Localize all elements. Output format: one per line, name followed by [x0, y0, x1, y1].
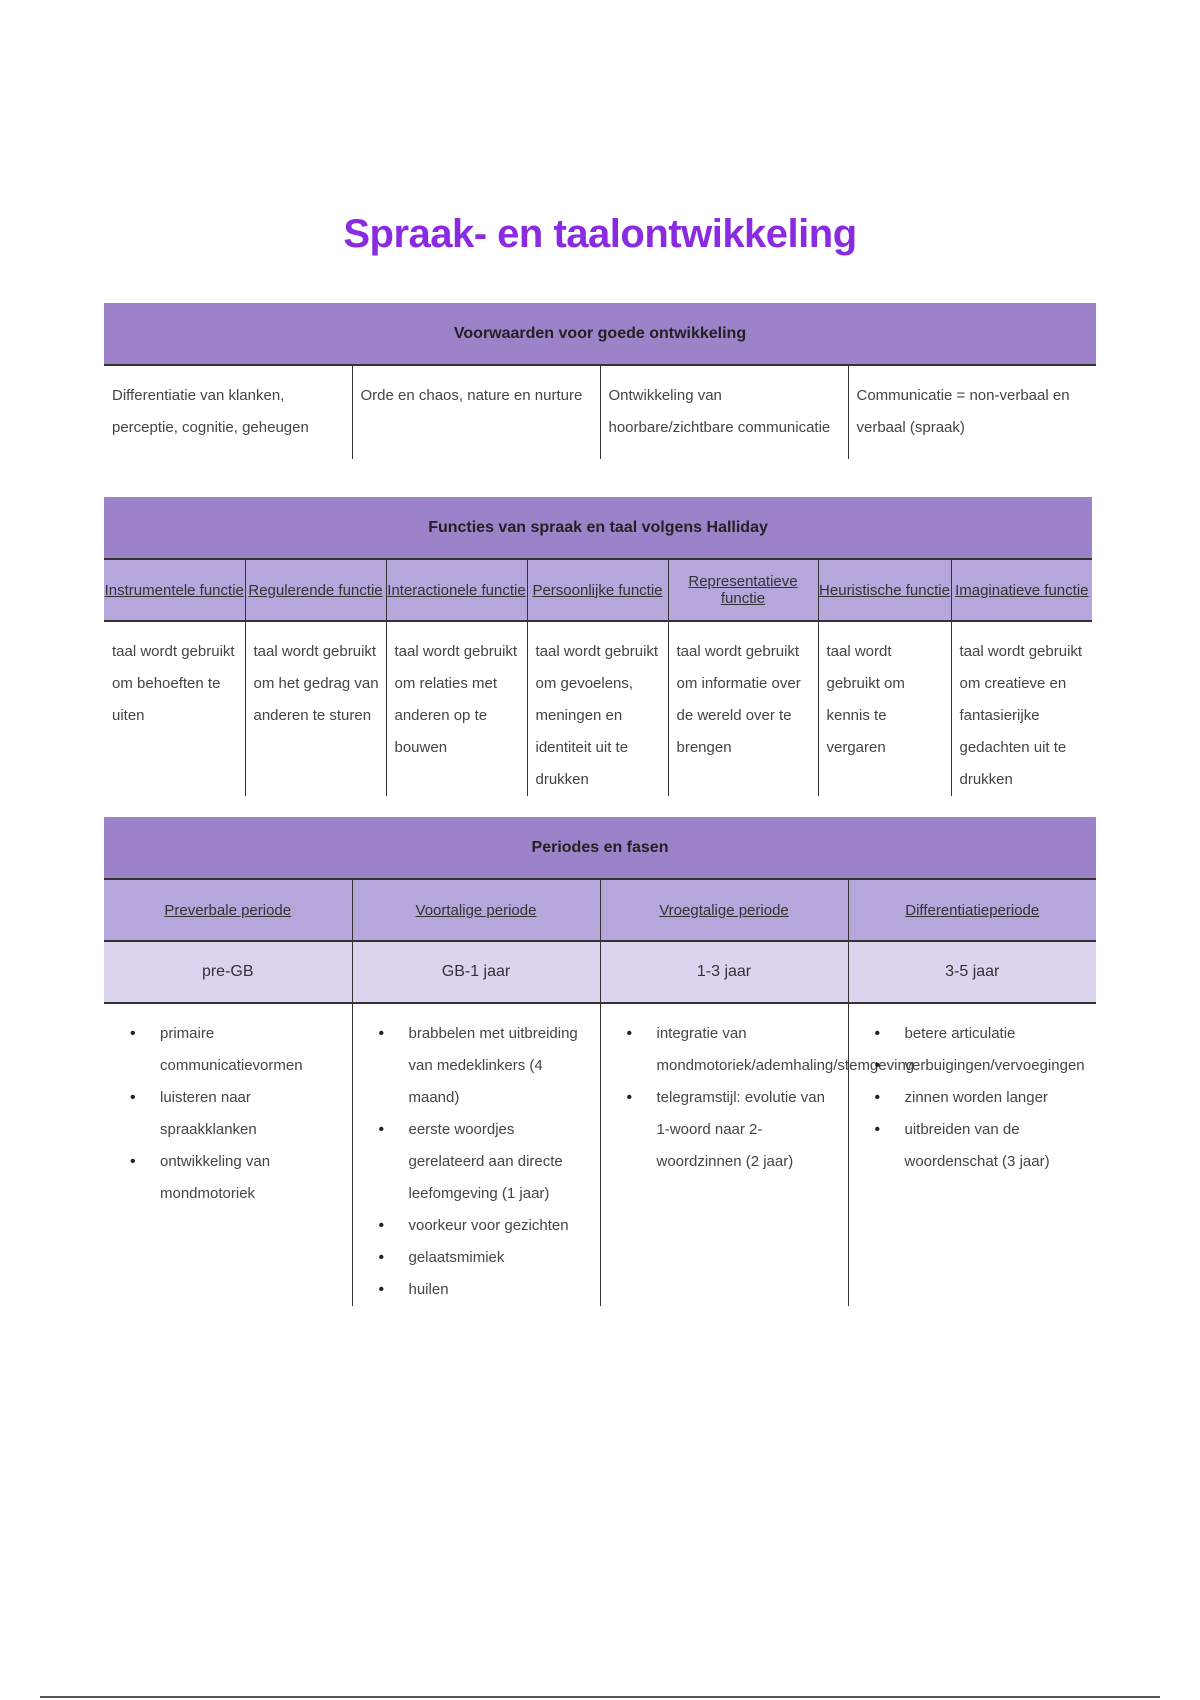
periods-table: [104, 817, 1096, 1306]
list-item: • primaire communicatievormen: [160, 1018, 346, 1082]
period-age: 3-5 jaar: [848, 941, 1096, 1003]
page-divider: [40, 1696, 1160, 1698]
condition-cell: Differentiatie van klanken, perceptie, cognitie, geheugen: [112, 387, 309, 436]
list-item: • luisteren naar spraakklanken: [160, 1082, 346, 1146]
conditions-table: [104, 303, 1096, 459]
period-items: [104, 1003, 352, 1306]
list-item: • zinnen worden langer: [905, 1082, 1091, 1114]
function-label: Instrumentele functie: [104, 559, 245, 621]
list-item: • gelaatsmimiek: [409, 1242, 594, 1274]
list-item: • voorkeur voor gezichten: [409, 1210, 594, 1242]
list-item: • uitbreiden van de woordenschat (3 jaar): [905, 1114, 1091, 1178]
period-items: [600, 1003, 915, 1306]
function-description: taal wordt gebruikt om gevoelens, meningen en identiteit uit te drukken: [527, 621, 668, 796]
period-age: 1-3 jaar: [600, 941, 848, 1003]
condition-cell: Ontwikkeling van hoorbare/zichtbare communicatie: [600, 365, 848, 459]
period-label: Preverbale periode: [104, 879, 352, 941]
period-label: Voortalige periode: [352, 879, 600, 941]
function-description: taal wordt gebruikt om creatieve en fantasierijke gedachten uit te drukken: [951, 621, 1092, 796]
function-description: taal wordt gebruikt om informatie over de wereld over te brengen: [668, 621, 818, 796]
list-item: • brabbelen met uitbreiding van medeklinkers (4 maand): [409, 1018, 594, 1114]
period-items: [848, 1003, 1096, 1306]
period-label: Differentiatieperiode: [848, 879, 1096, 941]
function-label: Interactionele functie: [386, 559, 527, 621]
list-item: • integratie van mondmotoriek/ademhaling/stemgeving: [657, 1018, 842, 1082]
function-description: taal wordt gebruikt om het gedrag van anderen te sturen: [245, 621, 386, 796]
function-label: Heuristische functie: [818, 559, 951, 621]
function-description: taal wordt gebruikt om behoeften te uiten: [112, 643, 235, 724]
list-item: • verbuigingen/vervoegingen: [905, 1050, 1091, 1082]
page-title: Spraak- en taalontwikkeling: [343, 212, 857, 256]
period-label: Vroegtalige periode: [600, 879, 848, 941]
period-items: [352, 1003, 600, 1306]
function-label: Imaginatieve functie: [951, 559, 1092, 621]
function-label: Persoonlijke functie: [527, 559, 668, 621]
list-item: • ontwikkeling van mondmotoriek: [160, 1146, 346, 1210]
periods-header: Periodes en fasen: [104, 817, 1096, 879]
function-label: Representatieve functie: [668, 559, 818, 621]
function-description: taal wordt gebruikt om kennis te vergaren: [818, 621, 951, 796]
function-description: taal wordt gebruikt om relaties met anderen op te bouwen: [386, 621, 527, 796]
functions-header: Functies van spraak en taal volgens Halliday: [104, 497, 1092, 559]
condition-cell: Orde en chaos, nature en nurture: [352, 365, 600, 459]
list-item: • betere articulatie: [905, 1018, 1091, 1050]
period-age: pre-GB: [104, 941, 352, 1003]
list-item: • huilen: [409, 1274, 594, 1306]
list-item: • eerste woordjes gerelateerd aan directe leefomgeving (1 jaar): [409, 1114, 594, 1210]
period-age: GB-1 jaar: [352, 941, 600, 1003]
list-item: • telegramstijl: evolutie van 1-woord naar 2-woordzinnen (2 jaar): [657, 1082, 842, 1178]
conditions-header: Voorwaarden voor goede ontwikkeling: [104, 303, 1096, 365]
functions-table: [104, 497, 1092, 796]
condition-cell: Communicatie = non-verbaal en verbaal (spraak): [848, 365, 1096, 459]
function-label: Regulerende functie: [245, 559, 386, 621]
